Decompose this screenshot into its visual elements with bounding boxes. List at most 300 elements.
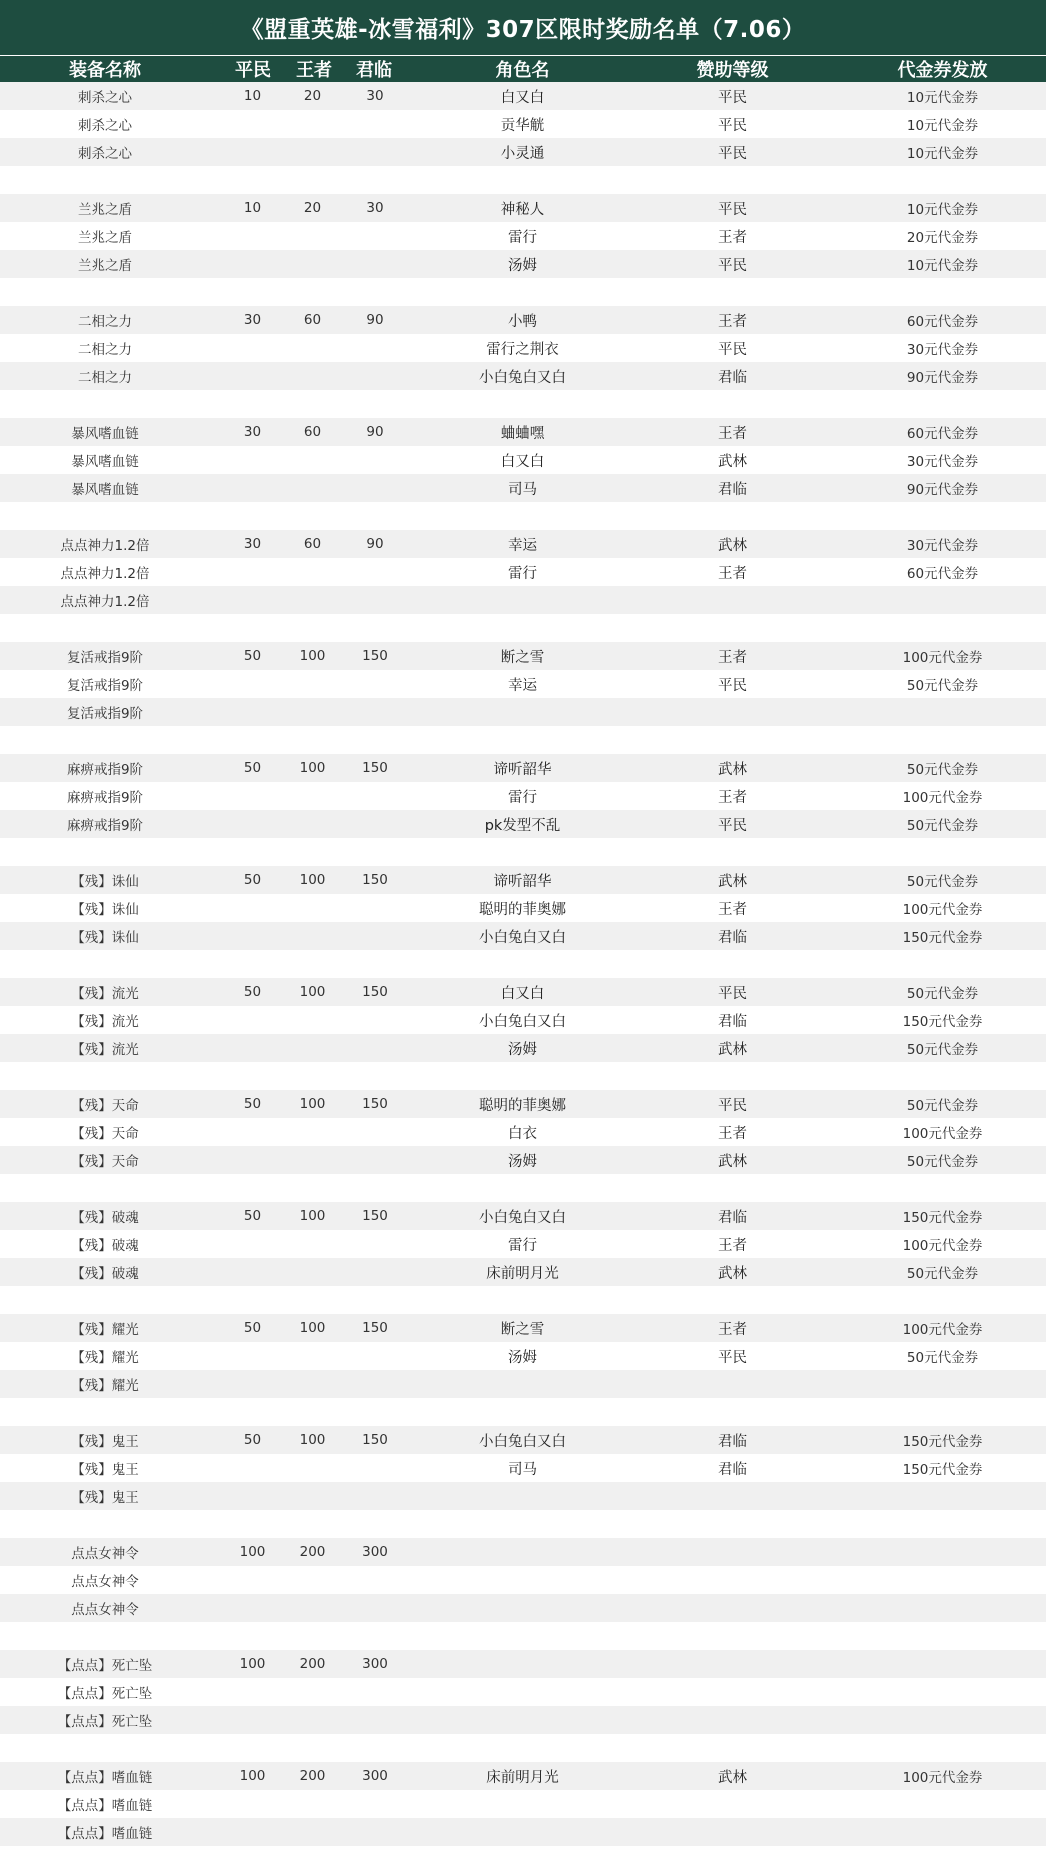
sponsor-level-cell: 王者: [718, 425, 747, 442]
sponsor-level-cell: 君临: [718, 1013, 747, 1030]
junlin-price-cell: 300: [362, 1544, 388, 1560]
equipment-name-cell: 【残】流光: [71, 1014, 139, 1030]
role-name-cell: [450, 1678, 595, 1706]
table-row: [0, 782, 1046, 810]
equipment-name-cell: 【点点】嗜血链: [57, 1798, 153, 1814]
pingmin-price-cell: [225, 810, 280, 838]
junlin-price-cell: [345, 362, 405, 390]
table-row: [0, 1314, 1046, 1342]
pingmin-price-cell: 50: [243, 1208, 262, 1224]
equipment-name-cell: 【残】流光: [71, 1042, 139, 1058]
junlin-price-cell: [345, 1594, 405, 1622]
pingmin-price-cell: [225, 334, 280, 362]
pingmin-price-cell: [225, 362, 280, 390]
voucher-cell: [880, 1594, 1005, 1622]
pingmin-price-cell: 100: [239, 1544, 266, 1560]
equipment-name-cell: 【点点】死亡坠: [57, 1714, 153, 1730]
voucher-cell: [880, 1482, 1005, 1510]
table-row: [0, 1034, 1046, 1062]
equipment-name-cell: 点点神力1.2倍: [60, 566, 150, 582]
junlin-price-cell: 90: [366, 312, 384, 328]
sponsor-level-cell: [680, 1818, 785, 1846]
role-name-cell: 白又白: [500, 453, 545, 470]
role-name-cell: 幸运: [508, 537, 537, 554]
table-row: [0, 1538, 1046, 1566]
pingmin-price-cell: [225, 1790, 280, 1818]
table-row: [0, 1790, 1046, 1818]
role-name-cell: 谛听韶华: [493, 761, 552, 778]
equipment-name-cell: 【残】耀光: [71, 1350, 139, 1366]
junlin-price-cell: 90: [366, 424, 384, 440]
pingmin-price-cell: [225, 670, 280, 698]
voucher-cell: [880, 1818, 1005, 1846]
role-name-cell: 小白兔白又白: [479, 369, 566, 386]
pingmin-price-cell: [225, 474, 280, 502]
role-name-cell: 断之雪: [500, 1321, 545, 1338]
table-row: [0, 1454, 1046, 1482]
table-row: [0, 1342, 1046, 1370]
junlin-price-cell: 150: [362, 872, 388, 888]
role-name-cell: 雷行之荆衣: [486, 341, 559, 358]
pingmin-price-cell: [225, 1230, 280, 1258]
pingmin-price-cell: [225, 1678, 280, 1706]
junlin-price-cell: [345, 670, 405, 698]
wangzhe-price-cell: [285, 698, 340, 726]
voucher-cell: 150元代金券: [902, 1210, 983, 1226]
role-name-cell: [450, 1370, 595, 1398]
table-row: [0, 1230, 1046, 1258]
junlin-price-cell: 150: [362, 648, 388, 664]
voucher-cell: 30元代金券: [906, 342, 979, 358]
junlin-price-cell: [345, 1258, 405, 1286]
pingmin-price-cell: 30: [243, 424, 262, 440]
junlin-price-cell: 150: [362, 1208, 388, 1224]
junlin-price-cell: [345, 1678, 405, 1706]
sponsor-level-cell: 平民: [718, 341, 747, 358]
role-name-cell: 床前明月光: [486, 1769, 559, 1786]
equipment-name-cell: 点点女神令: [71, 1574, 139, 1590]
pingmin-price-cell: 50: [243, 1096, 262, 1112]
sponsor-level-cell: 武林: [718, 1769, 747, 1786]
table-row: [0, 362, 1046, 390]
group-spacer-row: [0, 614, 1046, 642]
sponsor-level-cell: [680, 1370, 785, 1398]
junlin-price-cell: [345, 1482, 405, 1510]
table-body: [0, 82, 1046, 1874]
pingmin-price-cell: [225, 894, 280, 922]
role-name-cell: 汤姆: [508, 1349, 537, 1366]
equipment-name-cell: 刺杀之心: [78, 118, 132, 134]
equipment-name-cell: 【残】诛仙: [71, 930, 139, 946]
table-row: [0, 530, 1046, 558]
voucher-cell: 50元代金券: [906, 1154, 979, 1170]
table-row: [0, 1678, 1046, 1706]
voucher-cell: 50元代金券: [906, 874, 979, 890]
role-name-cell: 床前明月光: [486, 1265, 559, 1282]
pingmin-price-cell: 50: [243, 1320, 262, 1336]
wangzhe-price-cell: [285, 782, 340, 810]
voucher-cell: 50元代金券: [906, 1350, 979, 1366]
junlin-price-cell: [345, 1818, 405, 1846]
junlin-price-cell: [345, 894, 405, 922]
table-row: [0, 1650, 1046, 1678]
role-name-cell: 小鸭: [508, 313, 537, 330]
equipment-name-cell: 兰兆之盾: [78, 230, 132, 246]
sponsor-level-cell: [680, 1790, 785, 1818]
junlin-price-cell: [345, 1342, 405, 1370]
sponsor-level-cell: 平民: [718, 1349, 747, 1366]
table-row: [0, 698, 1046, 726]
table-row: [0, 82, 1046, 110]
voucher-cell: [880, 1370, 1005, 1398]
voucher-cell: [880, 1790, 1005, 1818]
voucher-cell: 100元代金券: [902, 902, 983, 918]
voucher-cell: 50元代金券: [906, 986, 979, 1002]
role-name-cell: 聪明的菲奥娜: [479, 901, 566, 918]
equipment-name-cell: 【残】耀光: [71, 1378, 139, 1394]
pingmin-price-cell: 100: [239, 1768, 266, 1784]
equipment-name-cell: 【点点】嗜血链: [57, 1826, 153, 1842]
table-row: [0, 1146, 1046, 1174]
pingmin-price-cell: [225, 138, 280, 166]
sponsor-level-cell: 平民: [718, 201, 747, 218]
wangzhe-price-cell: 100: [299, 1208, 326, 1224]
pingmin-price-cell: [225, 110, 280, 138]
pingmin-price-cell: [225, 586, 280, 614]
sponsor-level-cell: [680, 1678, 785, 1706]
pingmin-price-cell: [225, 1482, 280, 1510]
pingmin-price-cell: [225, 1454, 280, 1482]
wangzhe-price-cell: [285, 1258, 340, 1286]
sponsor-level-cell: 王者: [718, 229, 747, 246]
role-name-cell: pk发型不乱: [484, 817, 561, 834]
junlin-price-cell: 150: [362, 760, 388, 776]
junlin-price-cell: 30: [366, 200, 384, 216]
wangzhe-price-cell: [285, 810, 340, 838]
equipment-name-cell: 【残】破魂: [71, 1238, 139, 1254]
group-spacer-row: [0, 1622, 1046, 1650]
table-row: [0, 1706, 1046, 1734]
voucher-cell: 20元代金券: [906, 230, 979, 246]
pingmin-price-cell: 30: [243, 536, 262, 552]
group-spacer-row: [0, 502, 1046, 530]
wangzhe-price-cell: 200: [299, 1768, 326, 1784]
sponsor-level-cell: [680, 1482, 785, 1510]
voucher-cell: 10元代金券: [906, 146, 979, 162]
sponsor-level-cell: 王者: [718, 1321, 747, 1338]
voucher-cell: 100元代金券: [902, 1322, 983, 1338]
wangzhe-price-cell: [285, 1034, 340, 1062]
voucher-cell: 10元代金券: [906, 90, 979, 106]
junlin-price-cell: [345, 222, 405, 250]
pingmin-price-cell: [225, 1258, 280, 1286]
group-spacer-row: [0, 1734, 1046, 1762]
sponsor-level-cell: [680, 1538, 785, 1566]
equipment-name-cell: 点点女神令: [71, 1602, 139, 1618]
voucher-cell: 30元代金券: [906, 454, 979, 470]
junlin-price-cell: 150: [362, 1096, 388, 1112]
voucher-cell: 150元代金券: [902, 1014, 983, 1030]
table-row: [0, 642, 1046, 670]
table-row: [0, 810, 1046, 838]
wangzhe-price-cell: [285, 138, 340, 166]
sponsor-level-cell: [680, 1706, 785, 1734]
junlin-price-cell: [345, 250, 405, 278]
role-name-cell: 小白兔白又白: [479, 1013, 566, 1030]
wangzhe-price-cell: [285, 1482, 340, 1510]
wangzhe-price-cell: 60: [303, 536, 322, 552]
junlin-price-cell: 150: [362, 1432, 388, 1448]
sponsor-level-cell: 君临: [718, 369, 747, 386]
role-name-cell: 白衣: [508, 1125, 537, 1142]
sponsor-level-cell: 君临: [718, 1461, 747, 1478]
sponsor-level-cell: 平民: [718, 817, 747, 834]
equipment-name-cell: 【残】流光: [71, 986, 139, 1002]
role-name-cell: 汤姆: [508, 1153, 537, 1170]
voucher-cell: 150元代金券: [902, 930, 983, 946]
wangzhe-price-cell: 60: [303, 424, 322, 440]
pingmin-price-cell: 10: [243, 200, 262, 216]
group-spacer-row: [0, 166, 1046, 194]
sheet-title: 《盟重英雄-冰雪福利》307区限时奖励名单（7.06）: [0, 0, 1046, 55]
wangzhe-price-cell: [285, 894, 340, 922]
sponsor-level-cell: [680, 1650, 785, 1678]
sponsor-level-cell: 平民: [718, 117, 747, 134]
wangzhe-price-cell: [285, 250, 340, 278]
sponsor-level-cell: 平民: [718, 145, 747, 162]
sponsor-level-cell: 王者: [718, 1237, 747, 1254]
junlin-price-cell: [345, 1230, 405, 1258]
voucher-cell: 10元代金券: [906, 258, 979, 274]
equipment-name-cell: 点点神力1.2倍: [60, 594, 150, 610]
voucher-cell: 60元代金券: [906, 566, 979, 582]
voucher-cell: [880, 698, 1005, 726]
role-name-cell: [450, 586, 595, 614]
sponsor-level-cell: 武林: [718, 761, 747, 778]
wangzhe-price-cell: [285, 1006, 340, 1034]
voucher-cell: 100元代金券: [902, 1770, 983, 1786]
table-row: [0, 1090, 1046, 1118]
pingmin-price-cell: [225, 446, 280, 474]
pingmin-price-cell: [225, 1342, 280, 1370]
pingmin-price-cell: [225, 1818, 280, 1846]
equipment-name-cell: 【残】破魂: [71, 1210, 139, 1226]
pingmin-price-cell: [225, 250, 280, 278]
wangzhe-price-cell: [285, 1230, 340, 1258]
sponsor-level-cell: [680, 698, 785, 726]
junlin-price-cell: [345, 586, 405, 614]
sponsor-level-cell: 武林: [718, 1041, 747, 1058]
junlin-price-cell: [345, 1790, 405, 1818]
voucher-cell: 50元代金券: [906, 762, 979, 778]
table-row: [0, 1258, 1046, 1286]
sponsor-level-cell: 王者: [718, 1125, 747, 1142]
wangzhe-price-cell: [285, 1706, 340, 1734]
equipment-name-cell: 二相之力: [78, 370, 132, 386]
equipment-name-cell: 【残】鬼王: [71, 1462, 139, 1478]
pingmin-price-cell: [225, 698, 280, 726]
sponsor-level-cell: 武林: [718, 453, 747, 470]
sponsor-level-cell: [680, 1594, 785, 1622]
equipment-name-cell: 麻痹戒指9阶: [66, 818, 144, 834]
voucher-cell: 60元代金券: [906, 314, 979, 330]
role-name-cell: 白又白: [500, 89, 545, 106]
role-name-cell: 谛听韶华: [493, 873, 552, 890]
role-name-cell: [450, 1594, 595, 1622]
table-row: [0, 670, 1046, 698]
junlin-price-cell: [345, 1034, 405, 1062]
role-name-cell: 小白兔白又白: [479, 1209, 566, 1226]
table-header-row: [0, 56, 1046, 82]
table-row: [0, 1370, 1046, 1398]
junlin-price-cell: 300: [362, 1768, 388, 1784]
junlin-price-cell: 300: [362, 1656, 388, 1672]
equipment-name-cell: 【残】天命: [71, 1098, 139, 1114]
role-name-cell: 贡华觥: [500, 117, 545, 134]
junlin-price-cell: [345, 1146, 405, 1174]
voucher-cell: [880, 1650, 1005, 1678]
wangzhe-price-cell: 20: [303, 200, 322, 216]
group-spacer-row: [0, 1062, 1046, 1090]
wangzhe-price-cell: 100: [299, 984, 326, 1000]
pingmin-price-cell: [225, 782, 280, 810]
table-row: [0, 334, 1046, 362]
equipment-name-cell: 麻痹戒指9阶: [66, 762, 144, 778]
junlin-price-cell: [345, 1566, 405, 1594]
pingmin-price-cell: [225, 222, 280, 250]
pingmin-price-cell: [225, 1146, 280, 1174]
junlin-price-cell: [345, 1118, 405, 1146]
group-spacer-row: [0, 390, 1046, 418]
voucher-cell: 50元代金券: [906, 818, 979, 834]
header-wangzhe: 王者: [296, 60, 332, 81]
header-voucher: 代金券发放: [897, 60, 988, 81]
wangzhe-price-cell: [285, 1790, 340, 1818]
role-name-cell: 雷行: [508, 229, 537, 246]
sponsor-level-cell: 王者: [718, 789, 747, 806]
sponsor-level-cell: 武林: [718, 873, 747, 890]
equipment-name-cell: 【残】天命: [71, 1154, 139, 1170]
pingmin-price-cell: [225, 1118, 280, 1146]
wangzhe-price-cell: [285, 222, 340, 250]
table-row: [0, 894, 1046, 922]
equipment-name-cell: 暴风嗜血链: [71, 426, 139, 442]
junlin-price-cell: [345, 1454, 405, 1482]
role-name-cell: [450, 698, 595, 726]
wangzhe-price-cell: 60: [303, 312, 322, 328]
wangzhe-price-cell: 100: [299, 1320, 326, 1336]
junlin-price-cell: [345, 110, 405, 138]
sponsor-level-cell: 武林: [718, 1265, 747, 1282]
wangzhe-price-cell: 100: [299, 1096, 326, 1112]
voucher-cell: [880, 1566, 1005, 1594]
table-row: [0, 922, 1046, 950]
wangzhe-price-cell: 200: [299, 1656, 326, 1672]
equipment-name-cell: 【点点】嗜血链: [57, 1770, 153, 1786]
equipment-name-cell: 【残】诛仙: [71, 902, 139, 918]
wangzhe-price-cell: 20: [303, 88, 322, 104]
table-row: [0, 306, 1046, 334]
equipment-name-cell: 【残】天命: [71, 1126, 139, 1142]
group-spacer-row: [0, 950, 1046, 978]
equipment-name-cell: 【残】鬼王: [71, 1490, 139, 1506]
table-row: [0, 474, 1046, 502]
voucher-cell: 60元代金券: [906, 426, 979, 442]
equipment-name-cell: 暴风嗜血链: [71, 454, 139, 470]
role-name-cell: 幸运: [508, 677, 537, 694]
group-spacer-row: [0, 278, 1046, 306]
junlin-price-cell: 90: [366, 536, 384, 552]
table-row: [0, 1818, 1046, 1846]
sponsor-level-cell: 平民: [718, 677, 747, 694]
wangzhe-price-cell: [285, 1370, 340, 1398]
table-row: [0, 446, 1046, 474]
wangzhe-price-cell: [285, 922, 340, 950]
wangzhe-price-cell: [285, 474, 340, 502]
table-row: [0, 1118, 1046, 1146]
group-spacer-row: [0, 1174, 1046, 1202]
junlin-price-cell: [345, 810, 405, 838]
equipment-name-cell: 复活戒指9阶: [66, 678, 144, 694]
equipment-name-cell: 复活戒指9阶: [66, 706, 144, 722]
junlin-price-cell: 150: [362, 1320, 388, 1336]
pingmin-price-cell: 50: [243, 1432, 262, 1448]
sponsor-level-cell: 王者: [718, 313, 747, 330]
equipment-name-cell: 点点女神令: [71, 1546, 139, 1562]
table-row: [0, 1566, 1046, 1594]
role-name-cell: 蛐蛐嘿: [500, 425, 545, 442]
table-row: [0, 138, 1046, 166]
group-spacer-row: [0, 1286, 1046, 1314]
table-row: [0, 194, 1046, 222]
voucher-cell: 90元代金券: [906, 370, 979, 386]
voucher-cell: 50元代金券: [906, 1042, 979, 1058]
sponsor-level-cell: 平民: [718, 1097, 747, 1114]
voucher-cell: 50元代金券: [906, 1098, 979, 1114]
wangzhe-price-cell: [285, 586, 340, 614]
role-name-cell: 小白兔白又白: [479, 929, 566, 946]
header-sponsor-level: 赞助等级: [696, 60, 769, 81]
equipment-name-cell: 麻痹戒指9阶: [66, 790, 144, 806]
sponsor-level-cell: 平民: [718, 985, 747, 1002]
pingmin-price-cell: 50: [243, 984, 262, 1000]
junlin-price-cell: [345, 446, 405, 474]
sponsor-level-cell: 君临: [718, 929, 747, 946]
role-name-cell: 雷行: [508, 789, 537, 806]
pingmin-price-cell: [225, 1594, 280, 1622]
equipment-name-cell: 兰兆之盾: [78, 258, 132, 274]
role-name-cell: [450, 1706, 595, 1734]
table-row: [0, 1426, 1046, 1454]
equipment-name-cell: 二相之力: [78, 342, 132, 358]
group-spacer-row: [0, 1846, 1046, 1874]
wangzhe-price-cell: [285, 334, 340, 362]
table-row: [0, 586, 1046, 614]
voucher-cell: 50元代金券: [906, 1266, 979, 1282]
table-row: [0, 418, 1046, 446]
role-name-cell: [450, 1818, 595, 1846]
table-row: [0, 1202, 1046, 1230]
table-row: [0, 250, 1046, 278]
equipment-name-cell: 点点神力1.2倍: [60, 538, 150, 554]
role-name-cell: 小白兔白又白: [479, 1433, 566, 1450]
header-pingmin: 平民: [235, 60, 271, 81]
equipment-name-cell: 【点点】死亡坠: [57, 1658, 153, 1674]
sponsor-level-cell: 武林: [718, 537, 747, 554]
equipment-name-cell: 复活戒指9阶: [66, 650, 144, 666]
junlin-price-cell: [345, 922, 405, 950]
role-name-cell: 司马: [508, 1461, 537, 1478]
